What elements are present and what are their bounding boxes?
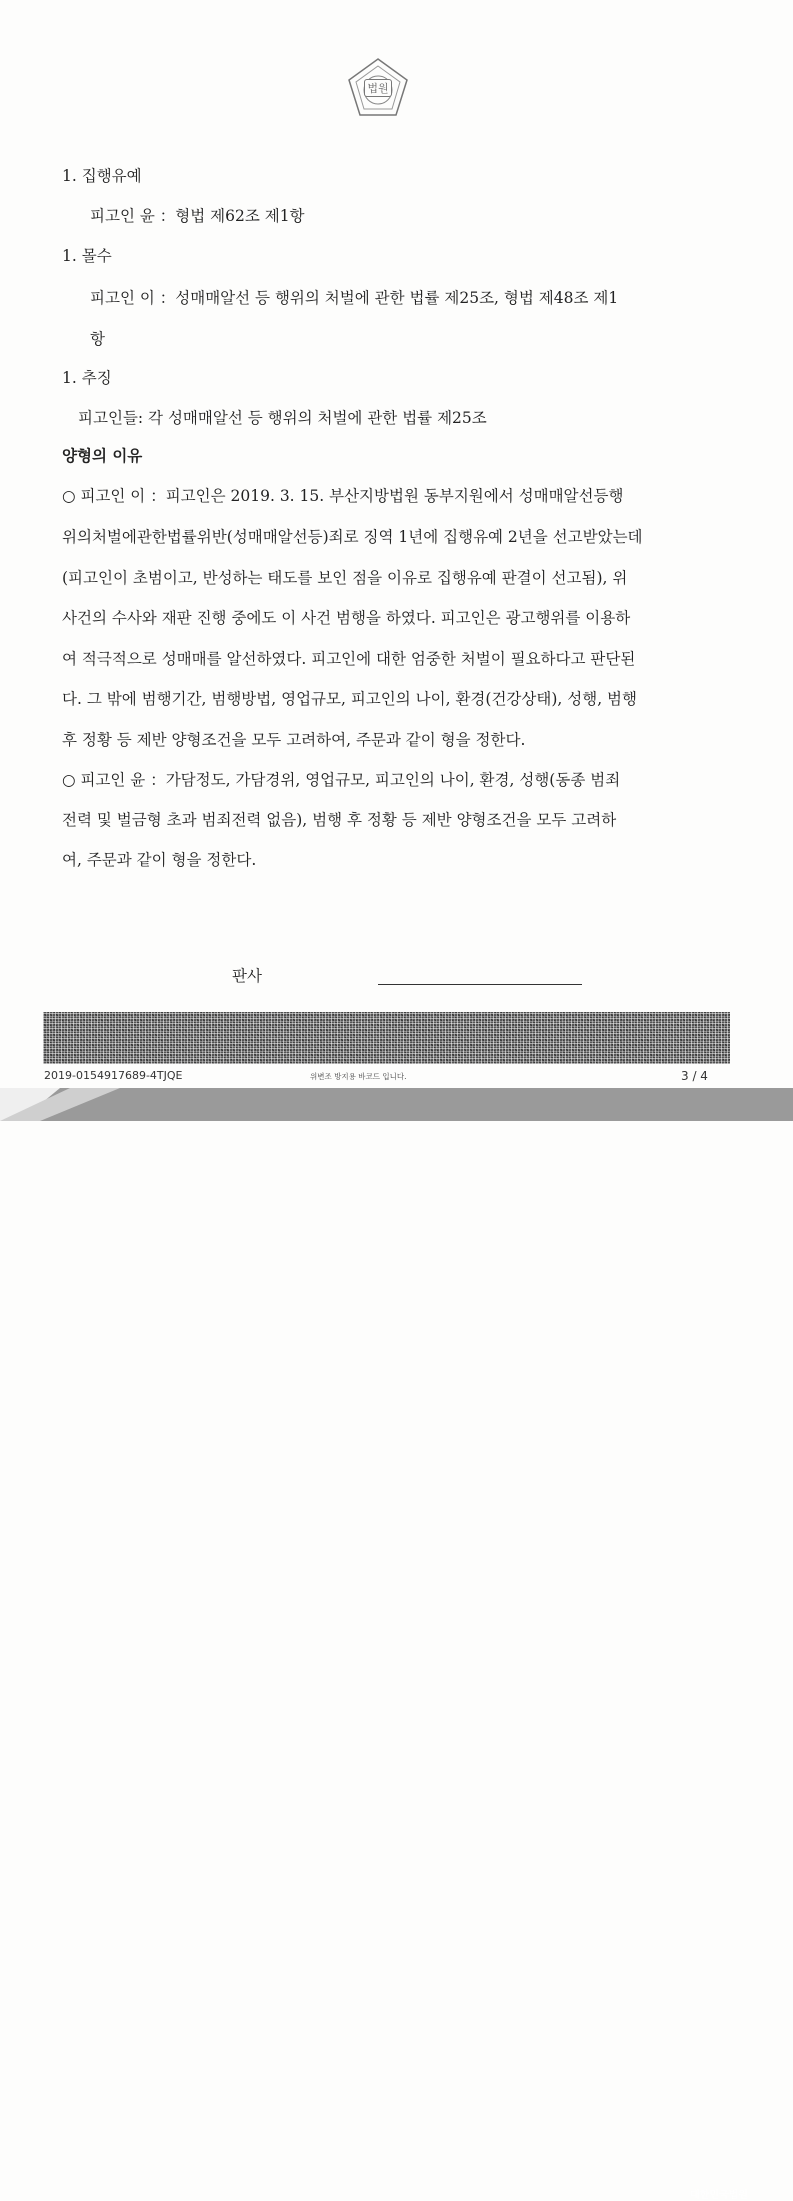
judge-label: 판사: [232, 967, 262, 985]
item-line-confiscation: 피고인 이 ：성매매알선 등 행위의 처벌에 관한 법률 제25조, 형법 제48조 제1: [90, 289, 619, 307]
item-heading-probation: 1. 집행유예: [62, 167, 142, 185]
item-line-confiscation: 항: [90, 330, 105, 348]
reason-para1-line: ○ 피고인 이 ：피고인은 2019. 3. 15. 부산지방법원 동부지원에서 성매매알선등행: [62, 487, 624, 505]
anti-forgery-barcode: [43, 1012, 730, 1064]
court-name: 대한민국법원: [690, 2190, 748, 2201]
page-number: 3 / 4: [681, 1069, 708, 1083]
reason-para1-line: (피고인이 초범이고, 반성하는 태도를 보인 점을 이유로 집행유예 판결이 선고됨), 위: [62, 569, 628, 587]
item-heading-collection: 1. 추징: [62, 369, 112, 387]
reason-para1-line: 다. 그 밖에 범행기간, 범행방법, 영업규모, 피고인의 나이, 환경(건강상태), 성행, 범행: [62, 690, 637, 708]
court-seal: [345, 55, 411, 121]
item-line-probation: 피고인 윤 ：형법 제62조 제1항: [90, 207, 305, 225]
item-heading-confiscation: 1. 몰수: [62, 247, 112, 265]
barcode-note: 위변조 방지용 바코드 입니다.: [310, 1072, 407, 1081]
reason-para1-line: 후 정황 등 제반 양형조건을 모두 고려하여, 주문과 같이 형을 정한다.: [62, 731, 526, 749]
sentencing-reason-title: 양형의 이유: [62, 447, 143, 465]
reason-para1-line: 사건의 수사와 재판 진행 중에도 이 사건 범행을 하였다. 피고인은 광고행위를 이용하: [62, 609, 631, 627]
reason-para2-line: 전력 및 벌금형 초과 범죄전력 없음), 범행 후 정황 등 제반 양형조건을 모두 고려하: [62, 811, 617, 829]
item-line-collection: 피고인들: 각 성매매알선 등 행위의 처벌에 관한 법률 제25조: [78, 409, 487, 427]
reason-para2-line: 여, 주문과 같이 형을 정한다.: [62, 851, 257, 869]
bottom-band: [0, 1088, 793, 2201]
reason-para1-line: 여 적극적으로 성매매를 알선하였다. 피고인에 대한 엄중한 처벌이 필요하다고 판단된: [62, 650, 636, 668]
signature-line: [378, 984, 582, 985]
seal-text: 법원: [345, 55, 411, 121]
reason-para1-line: 위의처벌에관한법률위반(성매매알선등)죄로 징역 1년에 집행유예 2년을 선고받았는데: [62, 528, 643, 546]
document-id: 2019-0154917689-4TJQE: [44, 1069, 183, 1082]
reason-para2-line: ○ 피고인 윤 ：가담정도, 가담경위, 영업규모, 피고인의 나이, 환경, 성행(동종 범죄: [62, 771, 621, 789]
